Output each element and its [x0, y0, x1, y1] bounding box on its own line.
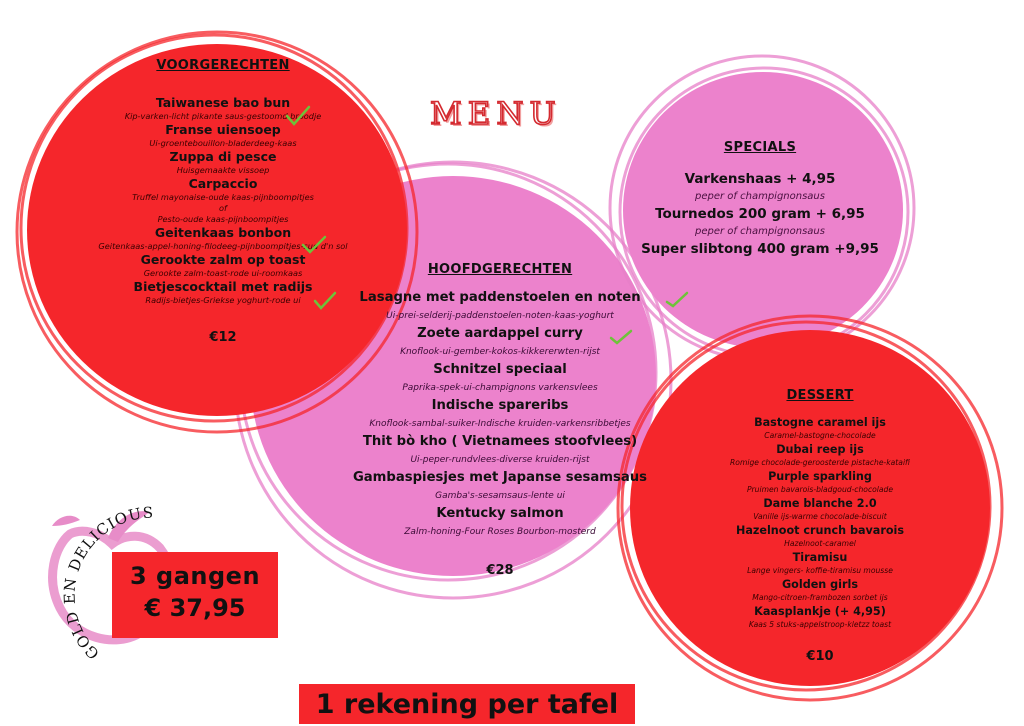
dish-description: Ui-peper-rundvlees-diverse kruiden-rijst: [410, 455, 590, 465]
dish-description: Kip-varken-licht pikante saus-gestoomd broodje: [124, 111, 322, 121]
dish-name: Bastogne caramel ijs: [754, 416, 886, 429]
courses-price: € 37,95: [144, 594, 246, 622]
dessert-price: €10: [806, 649, 834, 664]
dish-description: Lange vingers- koffie-tiramisu mousse: [747, 566, 893, 575]
menu-item: [700, 550, 940, 577]
dish-name: Schnitzel speciaal: [433, 362, 567, 377]
dish-description: peper of champignonsaus: [695, 226, 825, 237]
dish-description: Zalm-honing-Four Roses Bourbon-mosterd: [404, 527, 596, 537]
dish-description: Ui-groentebouillon-bladerdeeg-kaas: [149, 138, 297, 148]
menu-item: [300, 325, 700, 361]
menu-item: [300, 397, 700, 433]
dish-name: Carpaccio: [188, 176, 258, 191]
dish-description: Mango-citroen-frambozen sorbet ijs: [752, 593, 888, 602]
dish-name: Kaasplankje (+ 4,95): [754, 605, 886, 618]
dish-description: Kaas 5 stuks-appelstroop-kletzz toast: [748, 620, 892, 629]
menu-item: [625, 204, 895, 239]
starters-price: €12: [209, 330, 237, 345]
dish-description: Knoflook-ui-gember-kokos-kikkererwten-rijst: [400, 347, 600, 357]
dish-description: Radijs-bietjes-Griekse yoghurt-rode ui: [145, 295, 301, 305]
menu-heading: MENU: [430, 96, 562, 132]
dish-name: Golden girls: [781, 578, 858, 591]
dish-name: Hazelnoot crunch bavarois: [735, 524, 905, 537]
dish-description: Pruimen bavarois-bladgoud-chocolade: [746, 485, 894, 494]
dish-description-or: of: [219, 203, 227, 213]
menu-item: [700, 577, 940, 604]
menu-item: [300, 289, 700, 325]
menu-item: [700, 496, 940, 523]
menu-item: [62, 95, 384, 122]
dish-description: Romige chocolade-geroosterde pistache-kataifi: [730, 458, 910, 467]
courses-label: 3 gangen: [129, 562, 261, 590]
dish-name: Varkenshaas + 4,95: [684, 171, 836, 187]
menu-item: [625, 239, 895, 259]
checkmark-icon: [300, 234, 328, 256]
mains-title: HOOFDGERECHTEN: [427, 262, 573, 277]
mains-section: [300, 262, 700, 578]
menu-item: [62, 122, 384, 149]
menu-item: [700, 415, 940, 442]
dish-description: Caramel-bastogne-chocolade: [764, 431, 876, 440]
specials-title: SPECIALS: [723, 140, 797, 155]
price-box: [112, 552, 278, 638]
checkmark-icon: [284, 104, 312, 128]
menu-item: [300, 505, 700, 541]
dessert-title: DESSERT: [786, 388, 854, 403]
dish-description: peper of champignonsaus: [695, 191, 825, 202]
dish-name: Gambaspiesjes met Japanse sesamsaus: [352, 470, 648, 485]
menu-item: [625, 169, 895, 204]
dish-name: Franse uiensoep: [165, 122, 281, 137]
starters-title: VOORGERECHTEN: [156, 58, 290, 73]
menu-item: [62, 225, 384, 252]
menu-item: [700, 442, 940, 469]
menu-item: [700, 604, 940, 631]
dish-name: Tournedos 200 gram + 6,95: [655, 206, 865, 222]
dish-name: Gerookte zalm op toast: [140, 252, 306, 267]
dish-name: Zoete aardappel curry: [417, 326, 583, 341]
checkmark-icon: [664, 290, 690, 308]
dish-description: Ui-prei-selderij-paddenstoelen-noten-kaas-yoghurt: [386, 311, 614, 321]
dish-description: Geitenkaas-appel-honing-filodeeg-pijnboompitjes-sud d'n sol: [98, 241, 348, 251]
checkmark-icon: [608, 328, 634, 346]
dish-description: Paprika-spek-ui-champignons varkensvlees: [402, 383, 598, 393]
dish-name: Purple sparkling: [768, 470, 872, 483]
dish-description: Gerookte zalm-toast-rode ui-roomkaas: [143, 268, 303, 278]
bill-notice: 1 rekening per tafel: [299, 684, 635, 724]
dish-name: Tiramisu: [792, 551, 848, 564]
checkmark-icon: [312, 290, 338, 312]
menu-item: [300, 361, 700, 397]
menu-item: [62, 176, 384, 225]
menu-item: [700, 469, 940, 496]
dish-name: Super slibtong 400 gram +9,95: [641, 241, 879, 257]
mains-price: €28: [486, 563, 514, 578]
menu-item: [300, 469, 700, 505]
dish-description: Hazelnoot-caramel: [784, 539, 856, 548]
dish-name: Lasagne met paddenstoelen en noten: [359, 290, 641, 305]
dessert-section: [700, 388, 940, 664]
dish-name: Indische spareribs: [431, 398, 569, 413]
dish-name: Dame blanche 2.0: [763, 497, 877, 510]
dish-description: Huisgemaakte vissoep: [176, 165, 270, 175]
dish-description: Gamba's-sesamsaus-lente ui: [435, 491, 565, 501]
dish-description: Knoflook-sambal-suiker-Indische kruiden-varkensribbetjes: [369, 419, 631, 429]
dish-name: Zuppa di pesce: [169, 149, 277, 164]
dish-description: Pesto-oude kaas-pijnboompitjes: [157, 214, 289, 224]
menu-item: [300, 433, 700, 469]
dish-name: Taiwanese bao bun: [155, 95, 291, 110]
menu-item: [700, 523, 940, 550]
dish-name: Kentucky salmon: [436, 506, 564, 521]
dish-name: Bietjescocktail met radijs: [133, 279, 313, 294]
dish-description: Vanille ijs-warme chocolade-biscuit: [753, 512, 887, 521]
specials-section: [625, 140, 895, 259]
dish-name: Thit bò kho ( Vietnamees stoofvlees): [362, 434, 638, 449]
dish-name: Geitenkaas bonbon: [154, 225, 292, 240]
brand-text: GOLD EN DELICIOUS: [60, 503, 155, 663]
dish-name: Dubai reep ijs: [776, 443, 864, 456]
menu-item: [62, 149, 384, 176]
dish-description: Truffel mayonaise-oude kaas-pijnboompitjes: [132, 192, 314, 202]
